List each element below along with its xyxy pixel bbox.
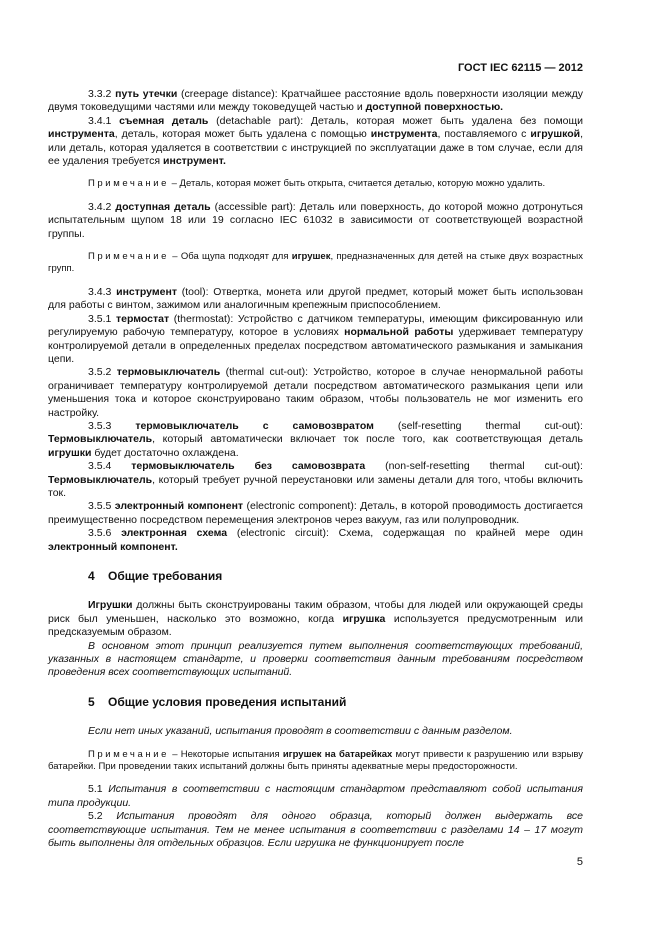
clause-5-1	[48, 783, 583, 810]
definition-text: (creepage distance): Кратчайшее расстояние вдоль поверхности изоляции между двумя токоведущими частями или между токоведущей частью и	[48, 88, 583, 114]
definition-3-3-2	[48, 88, 583, 115]
term-ref: игрушкой	[530, 128, 581, 141]
term-ref: доступной поверхностью.	[365, 101, 504, 114]
standard-header: ГОСТ IEC 62115 — 2012	[457, 62, 583, 74]
term-ref: нормальной работы	[344, 326, 454, 339]
definition-3-5-1	[48, 313, 583, 367]
definition-3-5-2	[48, 366, 583, 420]
clause-number: 3.5.1	[88, 312, 112, 325]
definition-text: , или деталь, которая удаляется в соответствии с инструкцией по эксплуатации даже в том случае, если для ее удаления требуется	[48, 128, 583, 168]
term: самовозвратом	[292, 419, 374, 432]
term: без	[254, 460, 273, 473]
term: самовозврата	[291, 460, 366, 473]
clause-number: 3.5.4	[88, 460, 112, 473]
body-text: Испытания проводят для одного образца, который должен выдержать все соответствующие испытания. Тем не менее испытания в соответствии с разделами 14 – 17 могут быть выполнены для отдельных образцов. Если игрушка не функционирует после	[48, 810, 583, 850]
definition-3-5-3	[48, 433, 583, 460]
term: инструмент	[116, 285, 177, 298]
note-text: могут привести к разрушению или взрыву батарейки. При проведении таких испытаний должны быть приняты адекватные меры предосторожности.	[48, 748, 584, 773]
definition-text: thermal	[489, 460, 525, 473]
definition-text: (detachable part): Деталь, которая может быть удалена без помощи	[208, 114, 584, 127]
clause-number: 3.5.5	[88, 500, 112, 513]
body-text: используется предусмотренным или предсказуемым образом.	[48, 612, 583, 639]
term-ref: инструмента	[48, 128, 115, 141]
clause-number: 3.4.3	[88, 285, 112, 298]
clause-number: 3.5.6	[88, 527, 112, 540]
definition-3-4-3	[48, 286, 583, 313]
clause-number: 5.2	[88, 810, 103, 823]
definition-text: (self-resetting	[397, 419, 462, 432]
section-number: 5	[88, 694, 95, 709]
term-ref: игрушки	[48, 446, 92, 459]
term: термовыключатель	[116, 366, 221, 379]
definition-text: , который автоматически включает ток после того, как соответствующая деталь	[152, 433, 583, 446]
note-battery-toys	[48, 749, 583, 774]
note-label: Примечание	[88, 178, 169, 190]
definition-text: thermal	[485, 419, 521, 432]
section-5-paragraph-1: Если нет иных указаний, испытания проводят в соответствии с данным разделом.	[88, 725, 513, 738]
definition-text: (accessible part): Деталь или поверхность, до которой можно дотронуться испытательным щупом 18 или 19 согласно IEC 61032 в зависимости от соответствующей возрастной группы.	[48, 200, 583, 240]
definition-3-5-5	[48, 500, 583, 527]
definition-3-5-4-line	[48, 460, 583, 473]
term-ref: электронный компонент.	[48, 540, 178, 553]
section-title: Общие условия проведения испытаний	[108, 694, 347, 709]
definition-3-5-3-line	[48, 420, 583, 433]
clause-number: 5.1	[88, 783, 103, 796]
note-label: Примечание	[88, 251, 169, 263]
section-number: 4	[88, 569, 95, 583]
term: доступная деталь	[115, 200, 211, 213]
definition-text: , деталь, которая может быть удалена с помощью	[114, 128, 371, 141]
definition-text: (tool): Отвертка, монета или другой предмет, который может быть использован для работы с винтом, зажимом или аналогичным крепежным приспособлением.	[48, 285, 584, 312]
term-ref: игрушек	[291, 251, 331, 263]
body-text: Испытания в соответствии с настоящим стандартом представляют собой испытания типа продукции.	[48, 783, 583, 809]
note-label: Примечание	[88, 748, 169, 760]
note-probes	[48, 251, 583, 276]
term: электронная схема	[121, 527, 228, 540]
clause-number: 3.4.1	[88, 114, 112, 127]
term: термовыключатель	[135, 419, 239, 432]
note-text: , предназначенных для детей на стыке двух возрастных групп.	[48, 251, 583, 275]
term: термовыключатель	[131, 460, 235, 473]
section-4-paragraph-2: В основном этот принцип реализуется путем выполнения соответствующих требований, указанных в настоящем стандарте, и проверки соответствия данным требованиям посредством проведения всех соответствующих испытаний.	[48, 639, 583, 679]
section-title: Общие требования	[108, 569, 223, 583]
term-ref: игрушка	[342, 612, 386, 625]
clause-number: 3.5.2	[88, 366, 112, 379]
clause-number: 3.4.2	[88, 200, 112, 213]
term: термостат	[116, 312, 170, 325]
term: путь утечки	[115, 88, 178, 100]
note-text: – Деталь, которая может быть открыта, считается деталью, которую можно удалить.	[169, 178, 546, 190]
definition-3-4-1	[48, 115, 583, 169]
term: электронный компонент	[114, 500, 244, 513]
body-text: должны быть сконструированы таким образом, чтобы для людей или окружающей среды риск был уменьшен, насколько это возможно, когда	[48, 599, 583, 625]
term-ref: игрушек на батарейках	[282, 748, 393, 760]
section-4-heading	[48, 570, 583, 583]
definition-text: , поставляемого с	[437, 128, 531, 141]
definition-text: удерживает температуру контролируемой детали в определенных пределах посредством автоматического размыкания и замыкания цепи.	[48, 326, 583, 365]
clause-number: 3.3.2	[88, 88, 112, 100]
definition-text: cut-out):	[544, 460, 583, 473]
term: с	[262, 419, 269, 432]
definition-3-5-4	[48, 474, 583, 501]
section-5-heading	[48, 696, 583, 709]
note-removable-part	[48, 178, 583, 190]
term-ref: Игрушки	[88, 599, 133, 612]
definition-text: (thermal cut-out): Устройство, которое в случае ненормальной работы ограничивает температуру контролируемой детали посредством автоматического размыкания цепи или уменьшения тока и которое сконструировано таким образом, чтобы пользователь не мог изменить его настройку.	[48, 366, 583, 419]
term-ref: инструмент.	[163, 155, 226, 168]
clause-5-2	[48, 810, 583, 850]
note-text: – Оба щупа подходят для	[169, 251, 292, 263]
clause-number: 3.5.3	[88, 419, 112, 432]
section-4-paragraph-1	[48, 599, 583, 639]
definition-3-5-6	[48, 527, 583, 554]
definition-text: (thermostat): Устройство с датчиком температуры, имеющим фиксированную или регулируемую рабочую температуру, которое в условиях	[48, 312, 584, 339]
page-number: 5	[576, 856, 583, 868]
term-ref: Термовыключатель	[48, 473, 153, 486]
term-ref: Термовыключатель	[48, 433, 153, 446]
definition-text: (electronic circuit): Схема, содержащая по крайней мере один	[227, 527, 583, 540]
definition-text: cut-out):	[544, 419, 583, 432]
definition-3-4-2	[48, 201, 583, 241]
term: съемная деталь	[119, 114, 209, 127]
document-body	[48, 88, 583, 851]
definition-text: (non-self-resetting	[385, 460, 470, 473]
note-text: – Некоторые испытания	[169, 748, 283, 760]
term-ref: инструмента	[370, 128, 438, 141]
definition-text: будет достаточно охлаждена.	[91, 446, 239, 459]
definition-text: (electronic component): Деталь, в которой проводимость достигается преимущественно посредством перемещения электронов через вакуум, газ или полупроводник.	[48, 500, 583, 526]
definition-text: , который требует ручной переустановки или замены детали для того, чтобы включить ток.	[48, 473, 583, 499]
